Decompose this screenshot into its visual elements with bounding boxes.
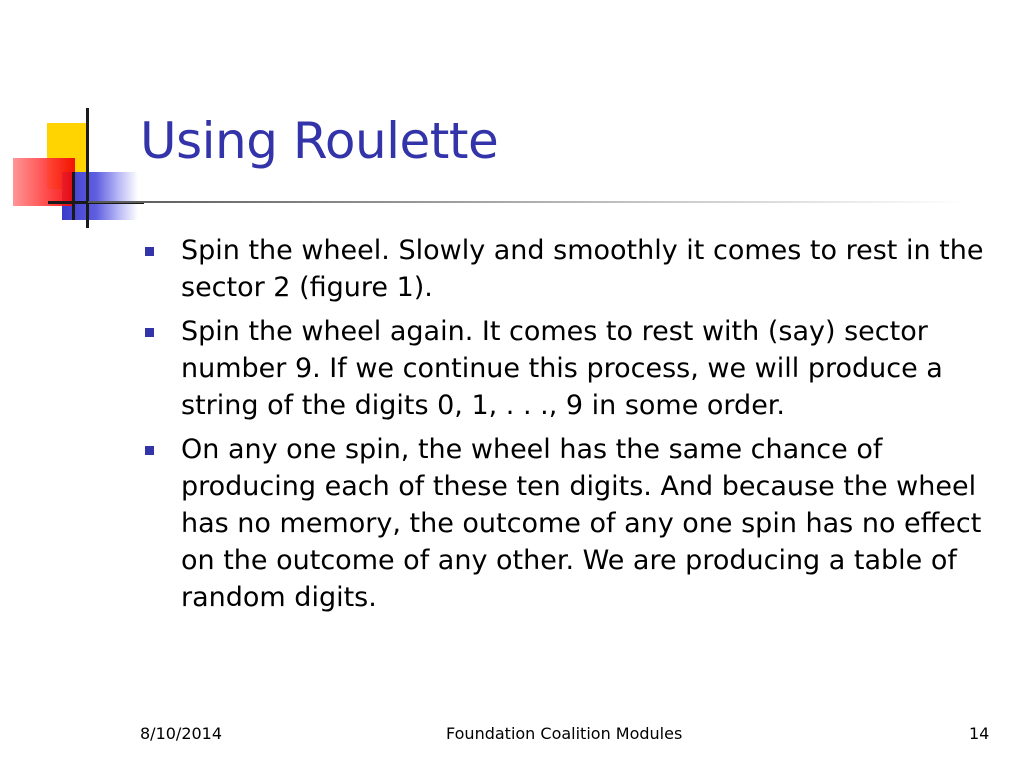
- slide-template-logo: [0, 0, 150, 240]
- bullet-list: [142, 232, 992, 623]
- bullet-text: Spin the wheel. Slowly and smoothly it comes to rest in the sector 2 (figure 1).: [181, 235, 984, 303]
- footer-page-number: 14: [969, 724, 990, 743]
- bullet-item: [142, 232, 992, 306]
- title-underline: [88, 201, 968, 203]
- logo-red-square: [13, 158, 75, 206]
- slide-title: Using Roulette: [140, 112, 499, 170]
- bullet-item: [142, 431, 992, 616]
- square-bullet-icon: [145, 328, 154, 337]
- bullet-text: Spin the wheel again. It comes to rest with (say) sector number 9. If we continue this process, we will produce a string of the digits 0, 1, . . ., 9 in some order.: [181, 316, 943, 421]
- footer-date: 8/10/2014: [140, 724, 223, 743]
- square-bullet-icon: [145, 446, 154, 455]
- square-bullet-icon: [145, 247, 154, 256]
- bullet-text: On any one spin, the wheel has the same chance of producing each of these ten digits. And because the wheel has no memory, the outcome of any one spin has no effect on the outcome of any other. We are producing a table of random digits.: [181, 434, 982, 613]
- logo-vertical-line: [86, 108, 89, 228]
- footer-title: Foundation Coalition Modules: [446, 724, 683, 743]
- bullet-item: [142, 313, 992, 424]
- logo-vertical-line-short: [72, 172, 75, 220]
